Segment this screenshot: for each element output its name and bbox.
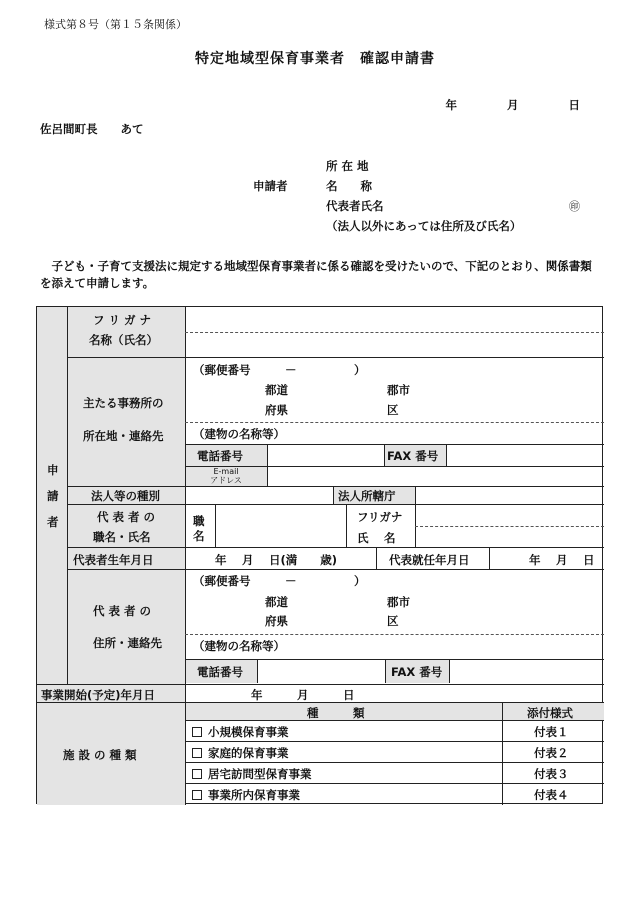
facility-name: 居宅訪問型保育事業 <box>208 767 312 781</box>
document-title: 特定地域型保育事業者 確認申請書 <box>195 51 435 67</box>
furigana-field[interactable] <box>187 309 601 330</box>
rep-phone-field[interactable] <box>259 661 383 682</box>
rep-start-label: 代表就任年月日 <box>389 553 470 567</box>
corp-office-label: 法人所轄庁 <box>338 489 396 503</box>
side-label-1: 申 <box>47 463 59 477</box>
facility-row-4[interactable] <box>192 787 300 803</box>
facility-row-3[interactable] <box>192 766 312 782</box>
date-year-label: 年 <box>445 98 457 112</box>
facility-row-2[interactable] <box>192 745 289 761</box>
kind-header: 種 類 <box>307 706 365 720</box>
form-number: 様式第８号（第１５条関係） <box>44 18 187 31</box>
side-label-2: 請 <box>47 489 59 503</box>
office-phone-label: 電話番号 <box>197 449 243 463</box>
email-label-line-1: E-mail <box>213 467 239 476</box>
date-month-label: 月 <box>506 98 519 112</box>
rep-fax-label: FAX 番号 <box>391 665 443 679</box>
rep-label-1: 代 表 者 の <box>97 510 156 524</box>
rep-ku: 区 <box>387 614 399 628</box>
checkbox-icon[interactable] <box>192 727 202 737</box>
office-fuken: 府県 <box>265 403 288 417</box>
checkbox-icon[interactable] <box>192 790 202 800</box>
application-table <box>36 306 603 804</box>
applicant-note: （法人以外にあっては住所及び氏名） <box>326 219 522 233</box>
rep-addr-label-1: 代 表 者 の <box>93 604 152 618</box>
facility-row-1[interactable] <box>192 724 289 740</box>
rep-birth-value: 年 月 日(満 歳) <box>215 553 338 567</box>
office-building: （建物の名称等） <box>193 427 285 441</box>
rep-shoku: 職 <box>193 514 205 528</box>
office-label-1: 主たる事務所の <box>83 396 164 410</box>
checkbox-icon[interactable] <box>192 769 202 779</box>
applicant-name-label: 名 称 <box>326 179 372 193</box>
rep-fuken: 府県 <box>265 614 288 628</box>
furigana-label: フ リ ガ ナ <box>93 313 152 327</box>
rep-building: （建物の名称等） <box>193 639 285 653</box>
attach-4: 付表４ <box>534 788 569 802</box>
applicant-rep-label: 代表者氏名 <box>326 199 384 213</box>
email-label-line-2: アドレス <box>210 476 242 485</box>
facility-name: 小規模保育事業 <box>208 725 289 739</box>
name-field[interactable] <box>187 334 601 355</box>
business-start-value: 年 月 日 <box>251 688 355 702</box>
corp-type-label: 法人等の種別 <box>91 489 160 503</box>
addressee: 佐呂間町長 あて <box>40 122 144 136</box>
attach-2: 付表２ <box>534 746 569 760</box>
checkbox-icon[interactable] <box>192 748 202 758</box>
rep-mei: 名 <box>193 529 205 543</box>
rep-phone-label: 電話番号 <box>197 665 243 679</box>
office-todo: 都道 <box>265 383 288 397</box>
office-fax-label: FAX 番号 <box>387 449 439 463</box>
office-fax-field[interactable] <box>448 446 602 465</box>
name-label: 名称（氏名） <box>89 333 158 347</box>
email-field[interactable] <box>269 468 602 485</box>
seal-mark: ㊞ <box>569 200 580 213</box>
facility-label: 施 設 の 種 類 <box>63 748 137 762</box>
rep-start-value: 年 月 日 <box>529 553 595 567</box>
intro-paragraph: 子ども・子育て支援法に規定する地域型保育事業者に係る確認を受けたいので、下記のとおり、関係書類を添えて申請します。 <box>40 259 592 290</box>
email-label <box>185 467 267 485</box>
rep-todo: 都道 <box>265 595 288 609</box>
rep-birth-label: 代表者生年月日 <box>73 553 154 567</box>
office-ku: 区 <box>387 403 399 417</box>
attach-1: 付表１ <box>534 725 569 739</box>
date-line <box>445 97 580 113</box>
facility-name: 事業所内保育事業 <box>208 788 300 802</box>
rep-postal: （郵便番号 － ） <box>193 574 366 588</box>
rep-gunshi: 郡市 <box>387 595 410 609</box>
rep-label-2: 職名・氏名 <box>93 530 151 544</box>
office-phone-field[interactable] <box>269 446 382 465</box>
office-postal: （郵便番号 － ） <box>193 363 366 377</box>
facility-name: 家庭的保育事業 <box>208 746 289 760</box>
applicant-label: 申請者 <box>253 179 288 193</box>
date-day-label: 日 <box>568 98 580 112</box>
attach-3: 付表３ <box>534 767 569 781</box>
attach-header: 添付様式 <box>527 706 573 720</box>
rep-addr-label-2: 住所・連絡先 <box>93 636 162 650</box>
rep-shimei-label: 氏 名 <box>357 531 396 545</box>
side-label-3: 者 <box>47 515 59 529</box>
rep-fax-field[interactable] <box>451 661 602 682</box>
rep-furigana-label: フリガナ <box>357 510 403 524</box>
business-start-label: 事業開始(予定)年月日 <box>41 688 156 702</box>
office-label-2: 所在地・連絡先 <box>83 429 164 443</box>
applicant-location-label: 所 在 地 <box>326 159 369 173</box>
office-gunshi: 郡市 <box>387 383 410 397</box>
